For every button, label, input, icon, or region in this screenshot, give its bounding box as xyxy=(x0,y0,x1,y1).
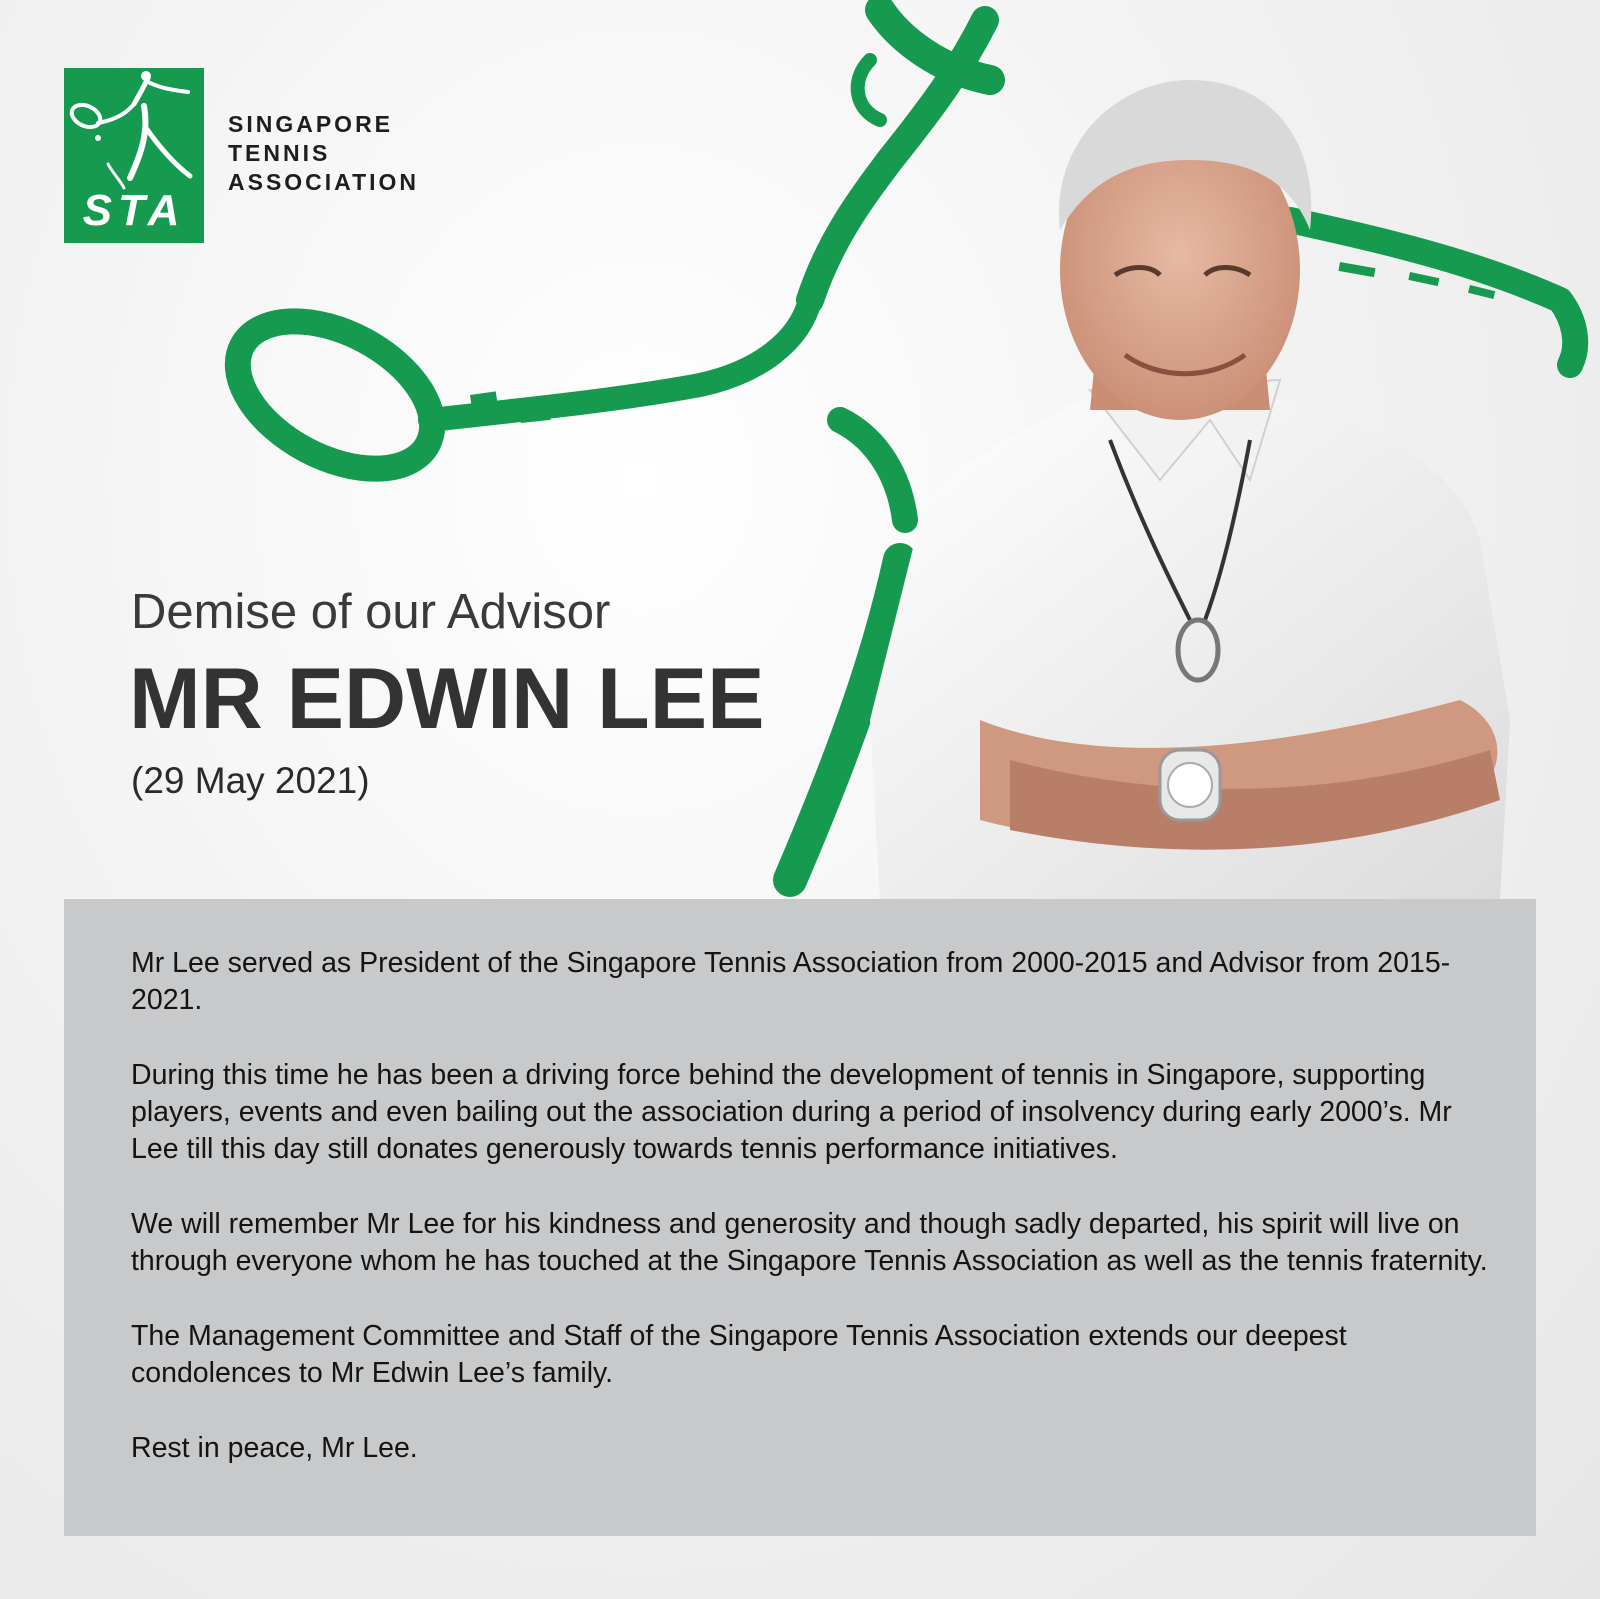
message-paragraph: We will remember Mr Lee for his kindness and generosity and though sadly departed, his spirit will live on through everyone whom he has touched at the Singapore Tennis Association as well as the tennis fraternity. xyxy=(131,1208,1488,1277)
org-name-line-1: SINGAPORE xyxy=(228,111,394,137)
message-body xyxy=(131,945,1491,1505)
message-paragraph: During this time he has been a driving force behind the development of tennis in Singapore, supporting players, events and even bailing out the association during a period of insolvency during early 2000’s. Mr Lee till this day still donates generously towards tennis performance initiatives. xyxy=(131,1059,1452,1165)
message-panel xyxy=(64,899,1536,1536)
org-name-line-3: ASSOCIATION xyxy=(228,169,420,195)
organization-name xyxy=(228,110,419,197)
sta-logo xyxy=(64,68,204,243)
org-name-line-2: TENNIS xyxy=(228,140,331,166)
message-paragraph: Rest in peace, Mr Lee. xyxy=(131,1432,418,1464)
logo-initials: STA xyxy=(82,186,186,235)
message-paragraph: The Management Committee and Staff of the Singapore Tennis Association extends our deepest condolences to Mr Edwin Lee’s family. xyxy=(131,1320,1347,1389)
date-label: (29 May 2021) xyxy=(131,760,370,801)
page-title: MR EDWIN LEE xyxy=(129,651,765,747)
portrait-photo xyxy=(860,60,1540,900)
message-paragraph: Mr Lee served as President of the Singapore Tennis Association from 2000-2015 and Advisor from 2015-2021. xyxy=(131,947,1451,1016)
page-subtitle: Demise of our Advisor xyxy=(131,585,611,639)
